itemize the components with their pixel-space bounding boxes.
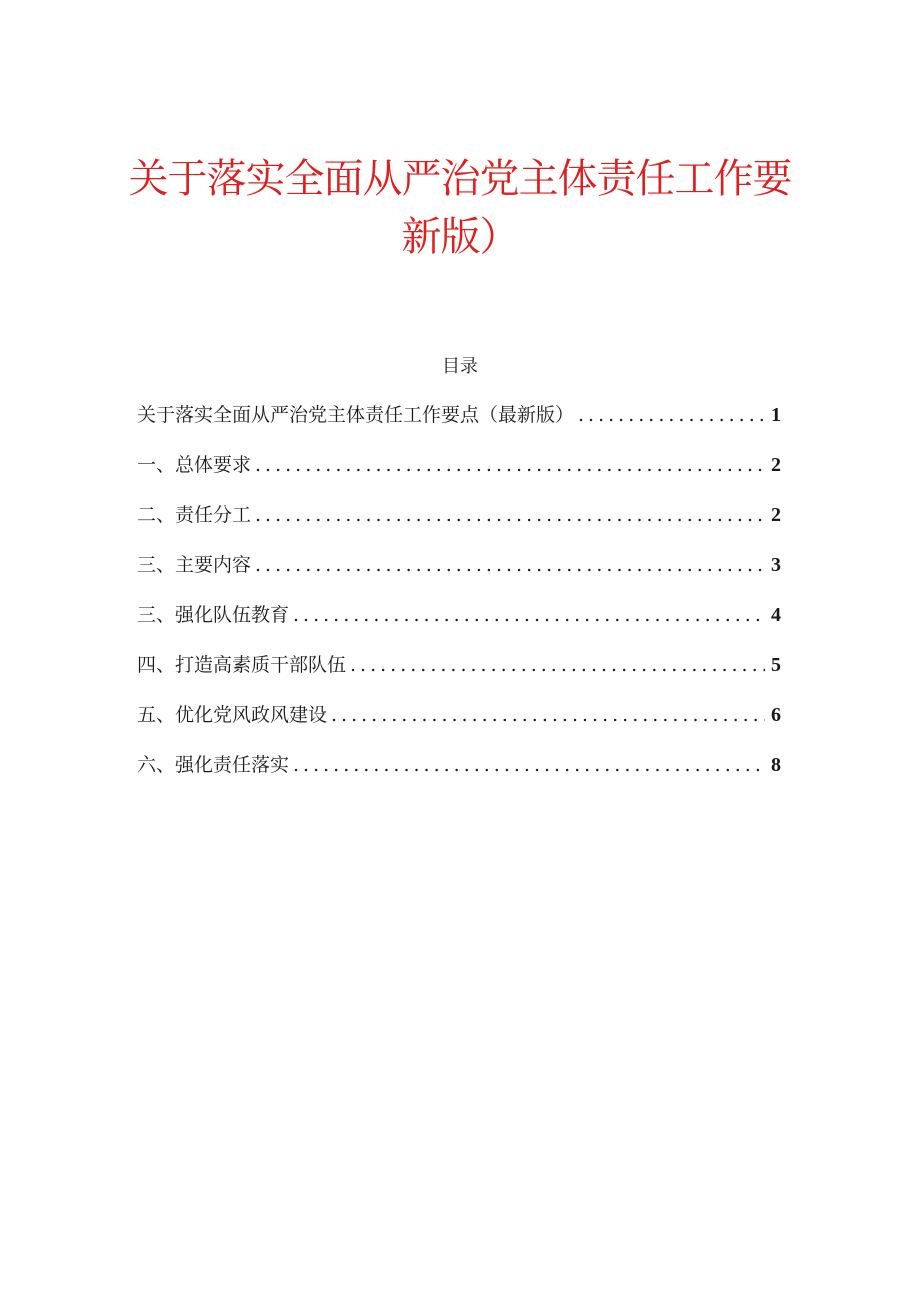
toc-entry[interactable]	[137, 750, 781, 800]
toc-entry[interactable]	[137, 550, 781, 600]
toc-entry-page: 2	[771, 504, 781, 526]
toc-entry[interactable]	[137, 600, 781, 650]
toc-entry-label: 关于落实全面从严治党主体责任工作要点（最新版）	[137, 404, 575, 426]
toc-entry-label: 一、总体要求	[137, 454, 252, 476]
toc-heading: 目录	[442, 356, 478, 377]
toc-entry-page: 3	[771, 554, 781, 576]
document-title	[0, 150, 920, 266]
toc-entry[interactable]	[137, 500, 781, 550]
dot-leader	[331, 704, 765, 726]
toc-entry-page: 6	[771, 704, 781, 726]
dot-leader	[255, 554, 765, 576]
dot-leader	[255, 454, 765, 476]
toc-entry-label: 六、强化责任落实	[137, 754, 290, 776]
toc-entry-label: 二、责任分工	[137, 504, 252, 526]
toc-entry[interactable]	[137, 400, 781, 450]
toc-entry-page: 2	[771, 454, 781, 476]
toc-entry-label: 三、强化队伍教育	[137, 604, 290, 626]
toc-entry-label: 三、主要内容	[137, 554, 252, 576]
toc-entry-label: 四、打造高素质干部队伍	[137, 654, 347, 676]
toc-entry-page: 5	[771, 654, 781, 676]
title-line-1: 关于落实全面从严治党主体责任工作要	[128, 156, 792, 202]
dot-leader	[293, 754, 765, 776]
dot-leader	[578, 404, 765, 426]
toc-entry[interactable]	[137, 700, 781, 750]
toc-entry-label: 五、优化党风政风建设	[137, 704, 328, 726]
table-of-contents	[137, 400, 781, 800]
toc-entry[interactable]	[137, 450, 781, 500]
title-line-2: 新版）	[401, 214, 519, 260]
toc-entry-page: 4	[771, 604, 781, 626]
toc-entry-page: 8	[771, 754, 781, 776]
toc-entry-page: 1	[771, 404, 781, 426]
dot-leader	[350, 654, 765, 676]
toc-entry[interactable]	[137, 650, 781, 700]
dot-leader	[255, 504, 765, 526]
dot-leader	[293, 604, 765, 626]
